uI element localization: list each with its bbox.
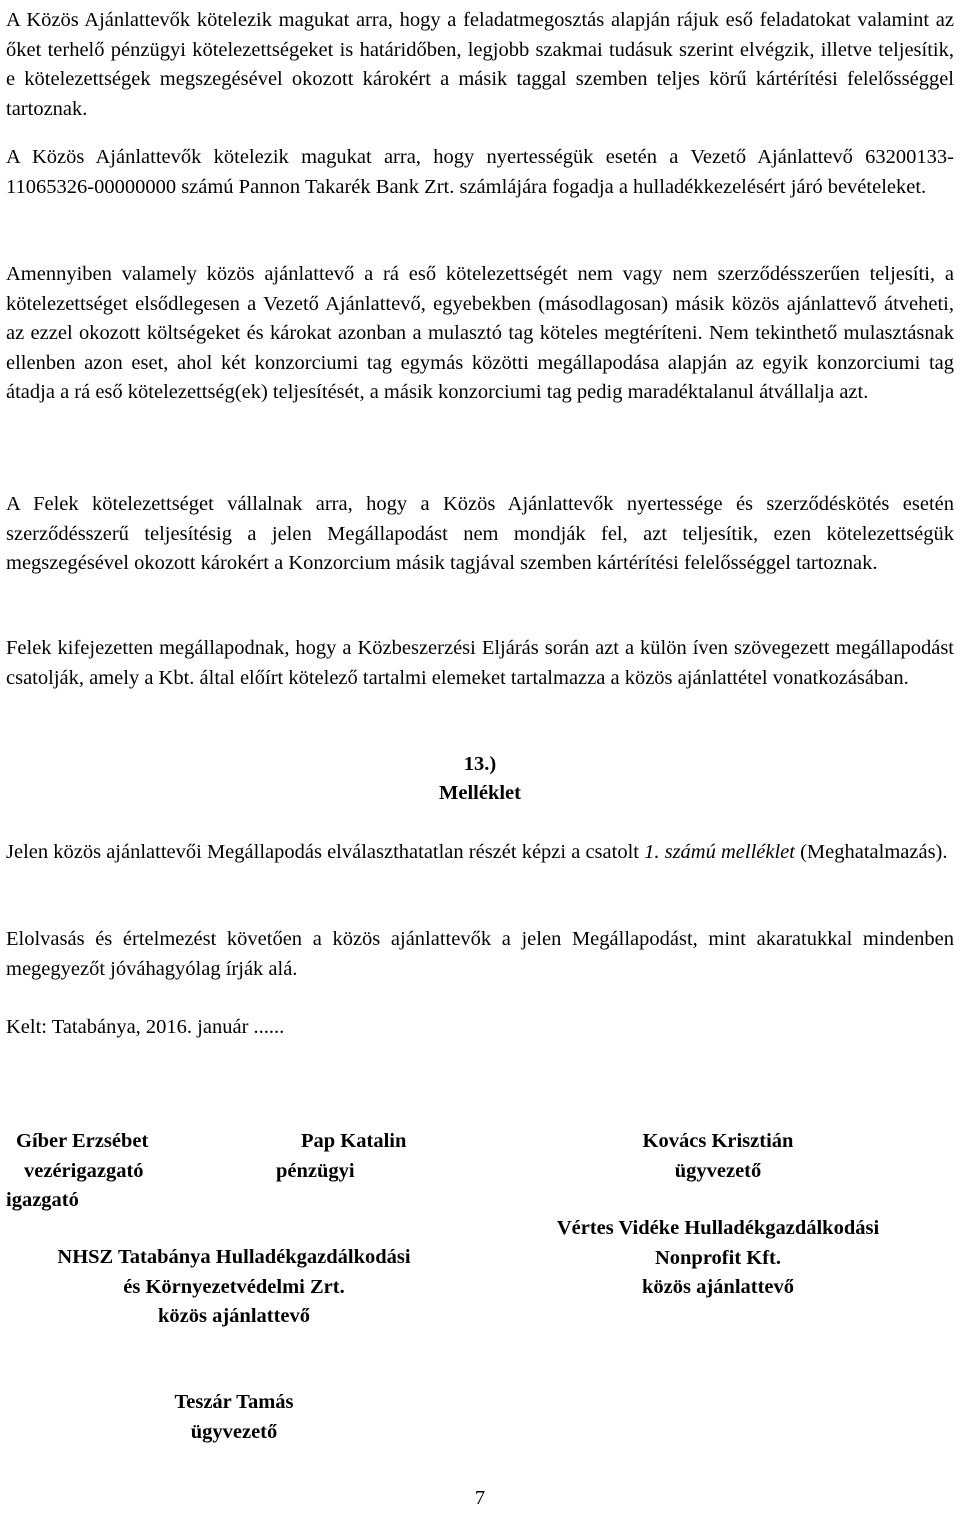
section-title: Melléklet (439, 782, 521, 804)
signatory-name: Teszár Tamás (174, 1391, 294, 1413)
signatory-teszar-tamas (0, 1388, 468, 1447)
organization-name-continued: és Környezetvédelmi Zrt. (123, 1275, 345, 1298)
attachment-text-after: (Meghatalmazás). (794, 841, 948, 863)
signatory-name: Pap Katalin (301, 1130, 407, 1152)
signing-date: Kelt: Tatabánya, 2016. január ...... (6, 1016, 285, 1038)
paragraph-bank-account: A Közös Ajánlattevők kötelezik magukat arra, hogy nyertességük esetén a Vezető Ajánlattevő 63200133-11065326-00000000 számú Pannon Takarék Bank Zrt. számlájára fogadja a hulladékkezelésért járó bevételeket. (6, 146, 954, 198)
signatory-organization-vertes (468, 1214, 960, 1303)
signatory-party: közös ajánlattevő (157, 1305, 311, 1327)
paragraph-default-handling: Amennyiben valamely közös ajánlattevő a rá eső kötelezettségét nem vagy nem szerződésszerűen teljesíti, a kötelezettséget elsődlegesen a Vezető Ajánlattevő, egyebekben (másodlagosan) másik közös ajánlattevő átveheti, az ezzel okozott költségeket és károkat azonban a mulasztó tag köteles megtéríteni. Nem tekinthető mulasztásnak ellenben azon eset, ahol két konzorciumi tag egymás közötti megállapodása alapján az egyik konzorciumi tag átadja a rá eső kötelezettség(ek) teljesítését, a másik konzorciumi tag pedig maradéktalanul átvállalja azt. (6, 263, 954, 403)
page-number: 7 (474, 1487, 486, 1509)
attachment-reference: 1. számú melléklet (644, 841, 795, 863)
attachment-text-before: Jelen közös ajánlattevői Megállapodás elválaszthatatlan részét képzi a csatolt (6, 841, 645, 863)
signatory-role: ügyvezető (674, 1159, 762, 1182)
signatory-role: ügyvezető (190, 1420, 278, 1443)
paragraph-obligations: A Közös Ajánlattevők kötelezik magukat arra, hogy a feladatmegosztás alapján rájuk eső feladatokat valamint az őket terhelő pénzügyi kötelezettségeket is határidőben, legjobb szakmai tudásuk szerint elvégzik, illetve teljesítik, e kötelezettségek megszegésével okozott károkért a másik taggal szemben teljes körű kártérítési felelősséggel tartoznak. (6, 9, 954, 120)
signatory-name: Gíber Erzsébet (16, 1130, 149, 1152)
signatory-organization-nhsz (0, 1243, 468, 1332)
signatory-pap-katalin (276, 1127, 436, 1186)
organization-name: Vértes Vidéke Hulladékgazdálkodási (556, 1217, 880, 1239)
organization-name: NHSZ Tatabánya Hulladékgazdálkodási (57, 1246, 411, 1268)
signatory-name: Kovács Krisztián (642, 1130, 794, 1152)
signatory-role: vezérigazgató (24, 1159, 144, 1182)
section-number: 13.) (463, 753, 497, 775)
signatory-role-continued: igazgató (6, 1189, 79, 1211)
organization-name-continued: Nonprofit Kft. (654, 1246, 782, 1269)
paragraph-signing-statement: Elolvasás és értelmezést követően a közös ajánlattevők a jelen Megállapodást, mint akaratukkal mindenben megegyezőt jóváhagyólag írják alá. (6, 928, 954, 980)
signatory-kovacs-krisztian (468, 1127, 960, 1186)
paragraph-procurement-agreement: Felek kifejezetten megállapodnak, hogy a Közbeszerzési Eljárás során azt a külön íven szövegezett megállapodást csatolják, amely a Kbt. által előírt kötelező tartalmi elemeket tartalmazza a közös ajánlattétel vonatkozásában. (6, 637, 954, 689)
paragraph-commitment: A Felek kötelezettséget vállalnak arra, hogy a Közös Ajánlattevők nyertessége és szerződéskötés esetén szerződésszerű teljesítésig a jelen Megállapodást nem mondják fel, azt teljesítik, ezen kötelezettségük megszegésével okozott károkért a Konzorcium másik tagjával szemben kártérítési felelősséggel tartoznak. (6, 493, 954, 574)
paragraph-attachment (6, 838, 954, 868)
signatory-party: közös ajánlattevő (641, 1276, 795, 1298)
signatory-role: pénzügyi (276, 1159, 355, 1182)
